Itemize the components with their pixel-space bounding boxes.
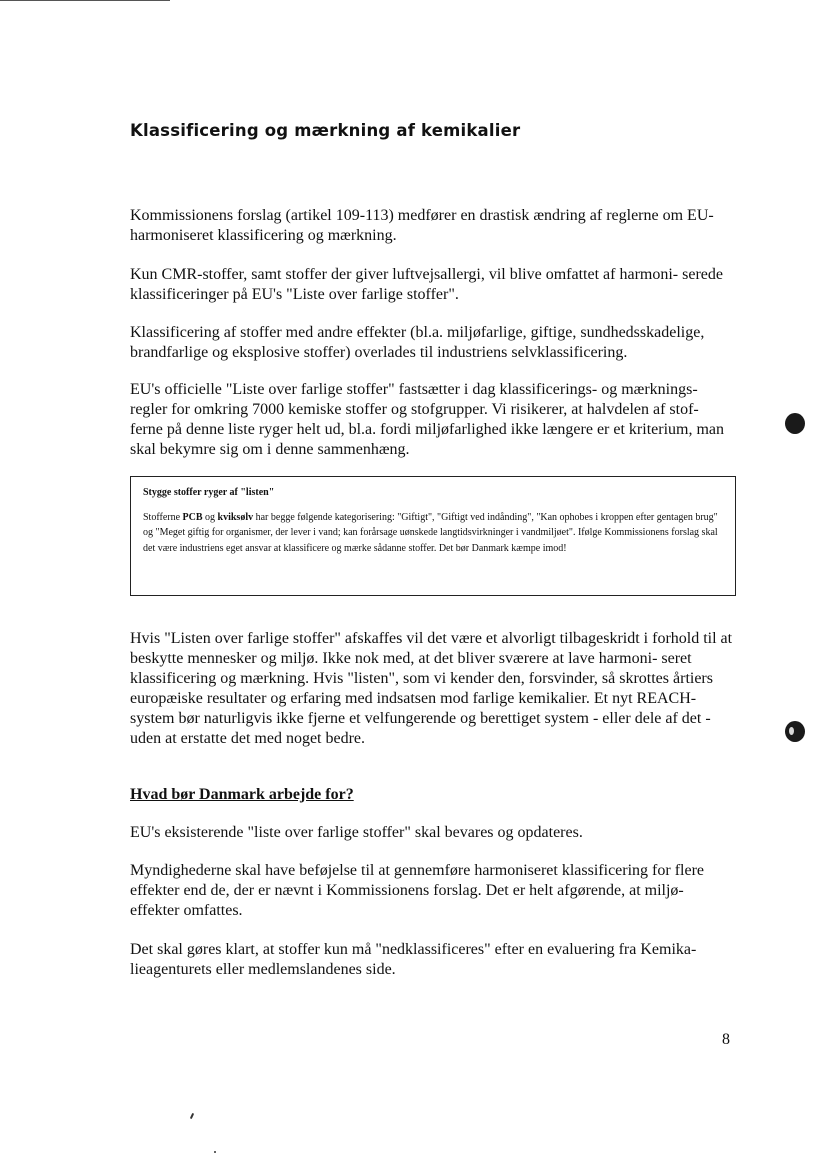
scan-speck	[190, 1113, 194, 1119]
scan-speck	[214, 1151, 216, 1153]
info-box-text	[143, 510, 723, 557]
closing-paragraph-1: EU's eksisterende "liste over farlige stoffer" skal bevares og opdateres.	[130, 824, 583, 841]
paragraph-2: Kun CMR-stoffer, samt stoffer der giver luftvejsallergi, vil blive omfattet af harmoni- serede klassificeringer på EU's "Liste over farlige stoffer".	[130, 266, 723, 303]
paragraph-1: Kommissionens forslag (artikel 109-113) medfører en drastisk ændring af reglerne om EU-harmoniseret klassificering og mærkning.	[130, 207, 714, 244]
info-box-bold-pcb: PCB	[182, 511, 203, 523]
closing-paragraph-3: Det skal gøres klart, at stoffer kun må "nedklassificeres" efter en evaluering fra Kemika- lieagenturets eller medlemslandenes side.	[130, 941, 697, 978]
top-rule	[0, 0, 170, 1]
section-subheading: Hvad bør Danmark arbejde for?	[130, 786, 354, 803]
info-box-title: Stygge stoffer ryger af "listen"	[143, 487, 275, 498]
paragraph-after-box: Hvis "Listen over farlige stoffer" afskaffes vil det være et alvorligt tilbageskridt i forhold til at beskytte mennesker og miljø. Ikke nok med, at det bliver sværere at lave harmoni- seret klassificering og mærkning. Hvis "listen", som vi kender den, forsvinder, så skrottes årtiers europæiske resultater og erfaring med indsatsen mod farlige kemikalier. Et nyt REACH-system bør naturligvis ikke fjerne et velfungerende og berettiget system - eller dele af det - uden at erstatte det med noget bedre.	[130, 630, 733, 747]
paragraph-4: EU's officielle "Liste over farlige stoffer" fastsætter i dag klassificerings- og mærknings- regler for omkring 7000 kemiske stoffer og stofgrupper. Vi risikerer, at halvdelen af stof- ferne på denne liste ryger helt ud, bl.a. fordi miljøfarlighed ikke længere er et kriterium, man skal bekymre sig om i denne sammenhæng.	[130, 381, 725, 458]
info-box-text-end: har begge følgende kategorisering: "Giftigt", "Giftigt ved indånding", "Kan ophobes i kroppen efter gentagen brug" og "Meget giftig for organismer, der lever i vand; kan forårsage uønskede langtidsvirkninger i vandmiljøet". Ifølge Kommissionens forslag skal det være industriens eget ansvar at klassificere og mærke sådanne stoffer. Det bør Danmark kæmpe imod!	[143, 511, 718, 554]
paragraph-3: Klassificering af stoffer med andre effekter (bl.a. miljøfarlige, giftige, sundhedsskadelige, brandfarlige og eksplosive stoffer) overlades til industriens selvklassificering.	[130, 324, 705, 361]
punch-hole-mark	[785, 413, 805, 434]
info-box-bold-mercury: kviksølv	[217, 511, 254, 523]
page-heading: Klassificering og mærkning af kemikalier	[130, 121, 521, 140]
page-number: 8	[722, 1031, 730, 1048]
closing-paragraph-2: Myndighederne skal have beføjelse til at gennemføre harmoniseret klassificering for flere effekter end de, der er nævnt i Kommissionens forslag. Det er helt afgørende, at miljø- effekter omfattes.	[130, 862, 704, 919]
info-box	[130, 476, 736, 596]
punch-hole-mark	[785, 721, 805, 742]
info-box-text-and: og	[202, 511, 218, 523]
info-box-text-start: Stofferne	[143, 511, 183, 523]
